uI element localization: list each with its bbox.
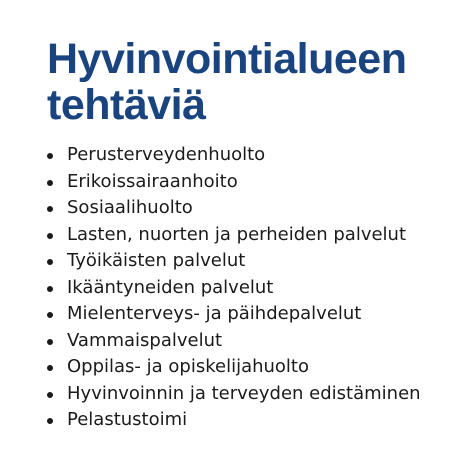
list-item — [47, 222, 440, 249]
list-item-label: Hyvinvoinnin ja terveyden edistäminen — [67, 382, 421, 404]
list-item — [47, 195, 440, 222]
list-item-label: Sosiaalihuolto — [67, 197, 193, 218]
list-item — [47, 328, 440, 355]
bullet-icon — [47, 153, 53, 159]
list-item-label: Mielenterveys- ja päihdepalvelut — [67, 303, 362, 324]
list-item — [47, 142, 440, 169]
page-title — [47, 36, 440, 128]
bullet-icon — [47, 180, 53, 186]
bullet-icon — [47, 206, 53, 212]
title-line-2: tehtäviä — [47, 81, 206, 129]
list-item-label: Työikäisten palvelut — [67, 250, 246, 271]
list-item-label: Oppilas- ja opiskelijahuolto — [67, 356, 310, 377]
bullet-icon — [47, 418, 53, 424]
task-list — [47, 142, 440, 434]
list-item-label: Perusterveydenhuolto — [67, 144, 266, 165]
list-item — [47, 354, 440, 381]
list-item — [47, 407, 440, 434]
list-item — [47, 169, 440, 196]
list-item — [47, 301, 440, 328]
list-item — [47, 275, 440, 302]
bullet-icon — [47, 233, 53, 239]
bullet-icon — [47, 339, 53, 345]
title-line-1: Hyvinvointialueen — [47, 35, 407, 83]
bullet-icon — [47, 312, 53, 318]
list-item-label: Vammaispalvelut — [67, 329, 223, 351]
list-item-label: Lasten, nuorten ja perheiden palvelut — [67, 223, 407, 245]
bullet-icon — [47, 365, 53, 371]
list-item-label: Erikoissairaanhoito — [67, 170, 238, 192]
list-item-label: Ikääntyneiden palvelut — [67, 276, 274, 298]
list-item-label: Pelastustoimi — [67, 409, 188, 430]
list-item — [47, 381, 440, 408]
bullet-icon — [47, 286, 53, 292]
list-item — [47, 248, 440, 275]
bullet-icon — [47, 392, 53, 398]
bullet-icon — [47, 259, 53, 265]
